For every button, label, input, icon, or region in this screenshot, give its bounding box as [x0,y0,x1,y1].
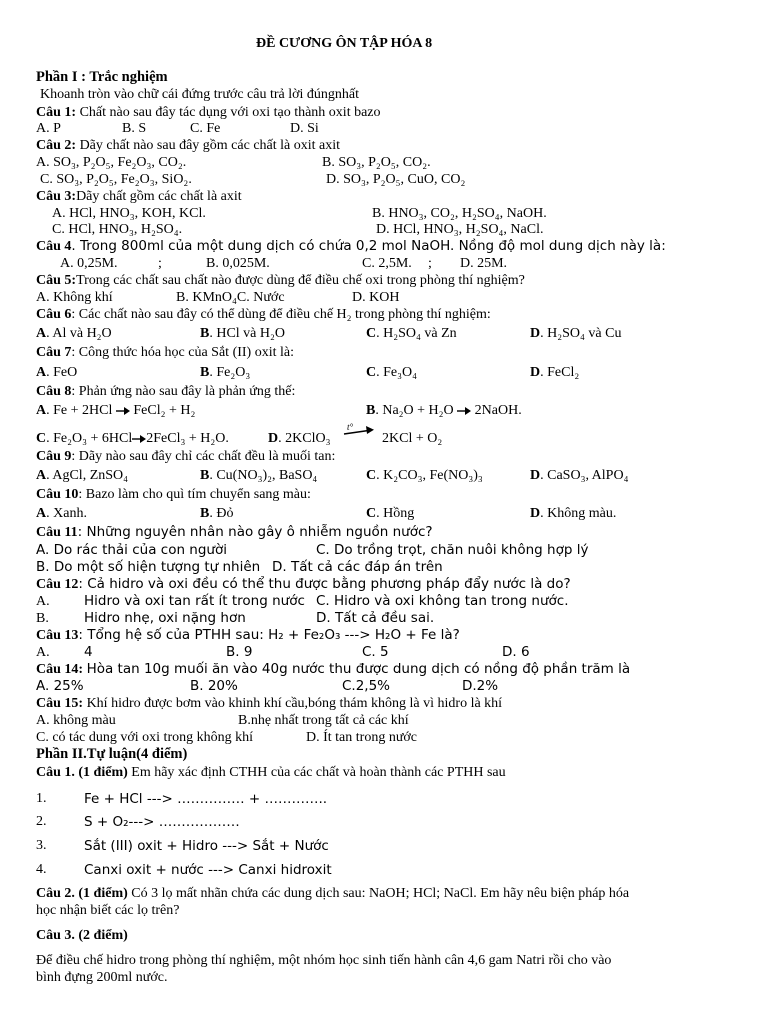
option-b[interactable]: B.nhẹ nhất trong tất cả các khí [238,713,409,728]
question-15 [36,695,502,712]
question-label: Câu 11 [36,525,78,540]
essay-text: Có 3 lọ mất nhãn chứa các dung dịch sau: NaOH; HCl; NaCl. Em hãy nêu biện pháp hóa [131,886,630,901]
question-text: : Các chất nào sau đây có thể dùng để điều chế H₂ trong phòng thí nghiệm: [71,307,491,322]
question-text: Hòa tan 10g muối ăn vào 40g nước thu được dung dịch có nồng độ phần trăm là [86,661,631,677]
essay-1-item: Sắt (III) oxit + Hidro ---> Sắt + Nước [84,838,329,854]
option-a[interactable]: A. FeO [36,365,78,380]
option-b[interactable]: B. 20% [190,678,238,694]
option-b[interactable]: B. HCl và H₂O [200,326,285,341]
essay-1-item-number: 3. [36,838,47,853]
option-c[interactable]: C. SO₃, P₂O₅, Fe₂O₃, SiO₂. [40,172,192,187]
part1-instruction: Khoanh tròn vào chữ cái đứng trước câu trả lời đúngnhất [40,87,360,102]
essay-2-continued: học nhận biết các lọ trên? [36,903,180,918]
question-12 [36,576,571,593]
option-c[interactable]: C. 5 [362,644,389,660]
question-3 [36,188,242,205]
question-label: Câu 4 [36,239,72,254]
essay-1-item-number: 4. [36,862,47,877]
option-c[interactable]: C. H₂SO₄ và Zn [366,326,457,341]
option-c[interactable]: C. Hidro và oxi không tan trong nước. [316,593,569,609]
question-13 [36,627,460,644]
option-a[interactable]: A. 25% [36,678,84,694]
option-c[interactable]: C. Fe [190,121,221,136]
question-label: Câu 1: [36,105,77,120]
option-b[interactable]: B. 9 [226,644,253,660]
question-2 [36,137,340,154]
question-5 [36,272,525,289]
option-b[interactable]: Hidro nhẹ, oxi nặng hơn [84,610,246,626]
option-a[interactable]: 4 [84,644,93,660]
question-text: . Trong 800ml của một dung dịch có chứa 0,2 mol NaOH. Nồng độ mol dung dịch này là: [71,238,666,254]
page-title: ĐỀ CƯƠNG ÔN TẬP HÓA 8 [256,36,433,51]
essay-text: Em hãy xác định CTHH của các chất và hoàn thành các PTHH sau [131,765,506,780]
option-d[interactable]: D. Không màu. [530,506,617,521]
right-arrow-icon [132,434,146,444]
essay-1-item-number: 1. [36,791,47,806]
option-b[interactable]: B. Na₂O + H₂O 2NaOH. [366,403,522,418]
heat-arrow-icon [338,421,378,441]
option-a[interactable]: A. P [36,121,61,136]
question-label: Câu 10 [36,487,79,502]
question-text: : Tổng hệ số của PTHH sau: H₂ + Fe₂O₃ ---> H₂O + Fe là? [78,627,460,643]
option-d[interactable]: D. HCl, HNO₃, H₂SO₄, NaCl. [376,222,544,237]
option-a-letter: A. [36,594,50,609]
question-text: : Cả hidro và oxi đều có thể thu được bằng phương pháp đẩy nước là do? [78,576,571,592]
essay-1-item: Fe + HCl ---> …………… + ………….. [84,791,328,807]
question-7 [36,344,294,361]
option-a[interactable]: A. HCl, HNO₃, KOH, KCl. [52,206,206,221]
option-b[interactable]: B. Cu(NO₃)₂, BaSO₄ [200,468,318,483]
option-a[interactable]: A. AgCl, ZnSO₄ [36,468,129,483]
question-11 [36,524,433,541]
question-label: Câu 14: [36,662,84,677]
question-8 [36,383,295,400]
essay-3-label: Câu 3. (2 điểm) [36,928,128,943]
option-d[interactable]: D. H₂SO₄ và Cu [530,326,622,341]
option-d[interactable]: D. Tất cả đều sai. [316,610,435,626]
option-a[interactable]: Hidro và oxi tan rất ít trong nước [84,593,305,609]
option-c[interactable]: C. K₂CO₃, Fe(NO₃)₃ [366,468,483,483]
heat-label: t° [347,422,354,432]
question-label: Câu 7 [36,345,72,360]
option-b[interactable]: B. Do một số hiện tượng tự nhiên [36,559,261,575]
option-c[interactable]: C. 2,5M. [362,256,412,271]
question-label: Câu 13 [36,628,79,643]
option-a[interactable]: A. SO₃, P₂O₅, Fe₂O₃, CO₂. [36,155,187,170]
question-text: : Phản ứng nào sau đây là phản ứng thế: [71,384,296,399]
question-10 [36,486,311,503]
option-b[interactable]: B. SO₃, P₂O₅, CO₂. [322,155,431,170]
option-b[interactable]: B. 0,025M. [206,256,270,271]
question-text: : Những nguyên nhân nào gây ô nhiễm nguồn nước? [77,524,433,540]
option-b-c[interactable]: B. KMnO₄C. Nước [176,290,285,305]
question-text: Khí hidro được bơm vào khinh khí cầu,bóng thám không là vì hidro là khí [86,696,503,711]
question-label: Câu 2: [36,138,77,153]
option-d[interactable]: D. Si [290,121,319,136]
essay-1-item-number: 2. [36,814,47,829]
essay-label: Câu 2. (1 điểm) [36,886,128,901]
question-label: Câu 12 [36,577,79,592]
option-d[interactable]: D. KOH [352,290,400,305]
question-6 [36,306,491,323]
separator: ; [158,256,162,271]
question-label: Câu 5: [36,273,77,288]
option-b[interactable]: B. Đỏ [200,506,234,521]
question-1 [36,104,381,121]
option-d[interactable]: D. 2KClO₃ [268,431,331,446]
right-arrow-icon [457,406,471,416]
option-a[interactable]: A. Xanh. [36,506,87,521]
option-d[interactable]: D. 25M. [460,256,508,271]
question-text: : Công thức hóa học của Sắt (II) oxit là: [71,345,294,360]
option-c[interactable]: C. có tác dung với oxi trong không khí [36,730,253,745]
part1-heading: Phần I : Trắc nghiệm [36,69,168,85]
question-text: Chất nào sau đây tác dụng với oxi tạo thành oxit bazo [79,105,381,120]
question-label: Câu 8 [36,384,72,399]
essay-1-item: Canxi oxit + nước ---> Canxi hidroxit [84,862,332,878]
question-text: : Dãy nào sau đây chỉ các chất đều là muối tan: [71,449,336,464]
question-label: Câu 9 [36,449,72,464]
essay-2 [36,885,629,902]
option-c[interactable]: C.2,5% [342,678,391,694]
option-b[interactable]: B. Fe₂O₃ [200,365,251,380]
option-a[interactable]: A. không màu [36,713,116,728]
question-text: Trong các chất sau chất nào được dùng để điều chế oxi trong phòng thí nghiệm? [76,273,525,288]
essay-label: Câu 1. (1 điểm) [36,765,128,780]
option-b-letter: B. [36,611,49,626]
option-c[interactable]: C. Do trồng trọt, chăn nuôi không hợp lý [316,542,589,558]
option-d-product: 2KCl + O₂ [382,431,443,446]
option-a[interactable]: A. 0,25M. [60,256,118,271]
option-d[interactable]: D. SO₃, P₂O₅, CuO, CO₂ [326,172,466,187]
option-b[interactable]: B. S [122,121,147,136]
question-9 [36,448,335,465]
option-d[interactable]: D.2% [462,678,499,694]
option-d[interactable]: D. FeCl₂ [530,365,580,380]
option-d[interactable]: D. Tất cả các đáp án trên [272,559,443,575]
question-4 [36,238,666,255]
option-d[interactable]: D. 6 [502,644,530,660]
question-label: Câu 3: [36,189,77,204]
option-b[interactable]: B. HNO₃, CO₂, H₂SO₄, NaOH. [372,206,547,221]
option-a[interactable]: A. Không khí [36,290,113,305]
question-text: Dãy chất gồm các chất là axit [76,189,242,204]
essay-3-text: Để điều chế hidro trong phòng thí nghiệm, một nhóm học sinh tiến hành cân 4,6 gam Natri rồi cho vào [36,953,612,968]
option-a[interactable]: A. Do rác thải của con người [36,542,227,558]
option-d[interactable]: D. CaSO₃, AlPO₄ [530,468,629,483]
separator: ; [428,256,432,271]
question-14 [36,661,630,678]
option-a-letter: A. [36,645,50,660]
essay-1-item: S + O₂---> ……………… [84,814,240,830]
option-c[interactable]: C. Fe₃O₄ [366,365,417,380]
option-a[interactable]: A. Al và H₂O [36,326,112,341]
option-a[interactable]: A. Fe + 2HCl FeCl₂ + H₂ [36,403,196,418]
option-c[interactable]: C. Hồng [366,506,415,521]
option-d[interactable]: D. Ít tan trong nước [306,730,418,745]
option-c[interactable]: C. HCl, HNO₃, H₂SO₄. [52,222,183,237]
essay-3-text-continued: bình đựng 200ml nước. [36,970,168,985]
part2-heading: Phần II.Tự luận(4 điểm) [36,746,188,762]
question-label: Câu 15: [36,696,84,711]
option-c[interactable]: C. Fe₂O₃ + 6HCl 2FeCl₃ + H₂O. [36,431,229,446]
question-text: : Bazo làm cho quì tím chuyển sang màu: [78,487,311,502]
question-text: Dãy chất nào sau đây gồm các chất là oxit axit [79,138,341,153]
question-label: Câu 6 [36,307,72,322]
right-arrow-icon [116,406,130,416]
essay-1 [36,764,506,781]
